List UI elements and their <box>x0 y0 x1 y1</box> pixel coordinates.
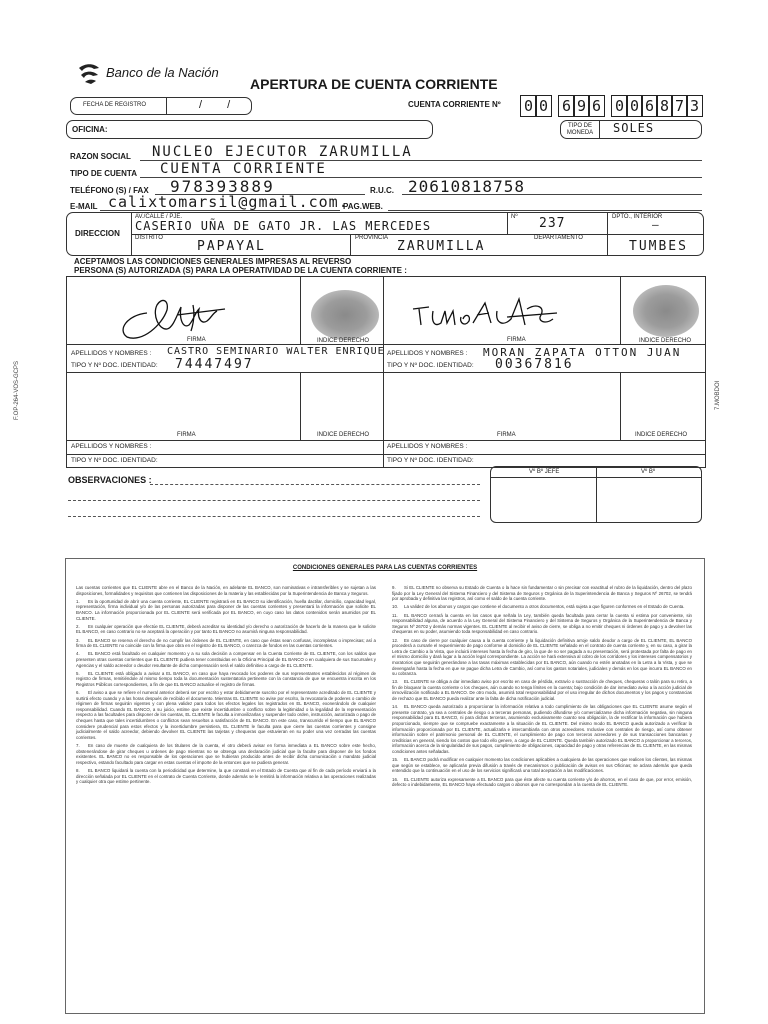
provincia-value: ZARUMILLA <box>397 239 486 254</box>
account-digit: 0 <box>626 95 643 117</box>
terms-clause: 5. EL CLIENTE está obligado a avisar a EL BANCO, en caso que haya revocado los poderes de sus representantes establecidos al régimen de registro de firmas, remitiéndole al mismo tiempo toda la documentación sustentatoria pertinente con la constancia de que se encuentra inscrita en los Registros Públicos correspondientes, a fin de que EL BANCO actualice el registro de firmas. <box>76 670 376 687</box>
dpto-label: DPTO., INTERIOR <box>612 214 663 220</box>
account-digit: 3 <box>686 95 703 117</box>
account-digit: 6 <box>558 95 575 117</box>
terms-clause: 6. El aviso a que se refiere el numeral anterior deberá ser por escrito y estar debidamente suscrito por el representante acreditado de EL CLIENTE y surtirá efecto cuando y a las horas después de recibido el documento. Mientras EL CLIENTE no avise por escrito, la revocatoria de poderes o cambio de régimen de firmas seguirán vigentes y con plena validez para todos los efectos legales los registrados en EL BANCO, exonerándolo de cualquier responsabilidad. Cuando EL BANCO, a su juicio, estime que existe incertidumbre o conflicto sobre la legitimidad o la legalidad de la representación respecto a las facultades para disponer de los cuentas, EL CLIENTE le faculta a inmovilizarlas y suspender todo orden, instrucción, autorizada o pago de cheques hasta que tales incertidumbres o conflictos sean resueltos a satisfacción de EL BANCO. En este caso, transcurrido el tiempo que EL BANCO considere prudencial para estos efectos y la incertidumbre persistiera, EL CLIENTE le faculta para que cierre las cuentas corrientes y consigne judicialmente el saldo acreedor, debiendo devolver EL CLIENTE las tarjetas y chequeras que estuvieran en su poder una vez cerradas las cuentas corrientes. <box>76 690 376 740</box>
tipo-doc-label: TIPO Y Nº DOC. IDENTIDAD: <box>71 362 158 369</box>
telefono-label: TELÉFONO (S) / FAX <box>70 186 149 195</box>
right-form-code: 7.MOBDOI <box>715 380 721 410</box>
cuenta-corriente-number <box>520 95 702 117</box>
direccion-box <box>66 212 704 256</box>
terms-left-column <box>76 585 376 787</box>
signer-1-doc: 74447497 <box>175 357 254 372</box>
telefono-value: 978393889 <box>170 177 275 196</box>
signers-grid <box>66 276 706 468</box>
bank-logo <box>76 62 236 86</box>
fecha-registro-box <box>70 97 252 115</box>
terms-clause: 9. Si EL CLIENTE no observa su Estado de Cuenta o la hace sin fundamentar o sin precisar con exactitud el rubro de la liquidación, dentro del plazo fijado por la Ley General del Sistema Financiero y del Sistema de Seguros y Orgánica de la Superintendencia de Banca y Seguros Nº 26702, se tendrá por aprobada y definitiva las registros, así como el saldo de la cuenta corriente. <box>392 585 692 602</box>
signer-1-name: CASTRO SEMINARIO WALTER ENRIQUE <box>167 346 385 357</box>
terms-clause: 11. EL BANCO cerrará la cuenta en los casos que señala la Ley, también queda facultada para cerrar la cuenta si estima por conveniente, sin responsabilidad alguna, de acuerdo a la Ley General del Sistema Financiero y del Sistema de Seguros y Orgánica de la Superintendencia de Banca y Seguros Nº 26702 y demás normas vigentes. EL CLIENTE al recibir el aviso de cierre, se obliga a no emitir cheques ni órdenes de pago y a devolver las chequeras en su poder, asumiendo toda responsabilidad en caso contrario. <box>392 612 692 635</box>
distrito-value: PAPAYAL <box>197 239 266 254</box>
apellidos-label: APELLIDOS Y NOMBRES : <box>71 350 152 357</box>
direccion-label: DIRECCION <box>75 229 120 238</box>
apellidos-label: APELLIDOS Y NOMBRES : <box>71 443 152 450</box>
tipo-moneda-label: TIPO DE MONEDA <box>566 123 594 136</box>
departamento-value: TUMBES <box>629 239 688 254</box>
apellidos-label: APELLIDOS Y NOMBRES : <box>387 443 468 450</box>
tipo-cuenta-value: CUENTA CORRIENTE <box>160 161 327 177</box>
form-title: APERTURA DE CUENTA CORRIENTE <box>250 76 498 92</box>
account-digit: 6 <box>641 95 658 117</box>
firma-label: FIRMA <box>497 432 516 438</box>
fingerprint-2 <box>633 285 699 337</box>
numero-label: Nº <box>511 214 518 220</box>
terms-clause: 10. La validez de los abonos y cargos que contiene el documento a otros documentos, está sujeta a que figuren conformes en el Estado de Cuenta. <box>392 604 685 610</box>
cuenta-corriente-label: CUENTA CORRIENTE Nº <box>408 100 501 109</box>
departamento-label: DEPARTAMENTO <box>534 235 583 241</box>
fecha-registro-value: / / <box>199 99 231 111</box>
email-value: calixtomarsil@gmail.com. <box>108 193 349 211</box>
tipo-doc-label: TIPO Y Nº DOC. IDENTIDAD: <box>71 457 158 464</box>
oficina-label: OFICINA: <box>72 125 108 134</box>
avcalle-label: AV./CALLE / PJE. <box>135 214 183 220</box>
account-digit: 8 <box>656 95 673 117</box>
account-digit: 0 <box>535 95 552 117</box>
tipo-doc-label: TIPO Y Nº DOC. IDENTIDAD: <box>387 457 474 464</box>
indice-label: INDICE DERECHO <box>635 432 688 438</box>
tipo-cuenta-label: TIPO DE CUENTA <box>70 169 137 178</box>
signer-2-name: MORAN ZAPATA OTTON JUAN <box>483 346 682 359</box>
vb-jefe-label: Vº Bº JEFE <box>529 469 560 475</box>
vb-label: Vº Bº <box>641 469 656 475</box>
terms-clause: 3. EL BANCO se reserva el derecho de no cumplir las órdenes de EL CLIENTE, en caso que éstas sean confusas, incompletas o imprecisas; así a firma de EL CLIENTE no coincide con la firma que obra en el registro de EL BANCO, o carezca de fondos en las cuentas corrientes. <box>76 637 376 649</box>
account-digit: 6 <box>588 95 605 117</box>
ruc-value: 20610818758 <box>408 177 525 196</box>
terms-clause: 15. EL BANCO podrá modificar en cualquier momento las condiciones aplicables a cualquiera de las operaciones que realicen los clientes, las mismas que según se establece, se aplicarán previa difusión a través de mecanismos o publicación de avisos en sus Oficinas; se aclara además que queda entendido que la continuación en el uso de los servicios significará una total aceptación a las modificaciones. <box>392 757 692 774</box>
terms-right-column <box>392 585 692 790</box>
tipo-moneda-box <box>560 120 702 139</box>
indice-label: INDICE DERECHO <box>317 432 370 438</box>
terms-intro: Las cuentas corrientes que EL CLIENTE abre en el Banco de la Nación, en adelante EL BANCO, son nominativas e intransferibles y se sujetan a las disposiciones, formalidades y requisitos que contienen las disposiciones de la materia y las establecidas por la Superintendencia de Banca y Seguros. <box>76 585 376 596</box>
fecha-registro-label: FECHA DE REGISTRO <box>83 102 147 108</box>
signature-2 <box>407 289 577 337</box>
conditions-line-2: PERSONA (S) AUTORIZADA (S) PARA LA OPERATIVIDAD DE LA CUENTA CORRIENTE : <box>74 266 407 275</box>
vistos-box <box>490 466 702 523</box>
tipo-moneda-value: SOLES <box>613 121 655 135</box>
firma-label: FIRMA <box>187 337 206 343</box>
apellidos-label: APELLIDOS Y NOMBRES : <box>387 350 468 357</box>
terms-clause: 13. EL CLIENTE se obliga a dar inmediato aviso por escrito en caso de pérdida, extravío o sustracción de cheques, chequeras o talón para su retiro, a fin de bloquear la cuenta corriente o los cheques, aún cuando no tenga límites en la cuenta; bajo condición de dar inmediato aviso a la acción judicial de inmovilización notificado a EL BANCO. De otro modo, asumirá total responsabilidad por el uso irregular de dichos documentos y los pagos y constancias de rechazo que EL BANCO pueda realizar ante la falta de dicha notificación judicial. <box>392 679 692 702</box>
signer-2-doc: 00367816 <box>495 357 574 372</box>
provincia-label: PROVINCIA <box>355 235 389 241</box>
distrito-label: DISTRITO <box>135 235 163 241</box>
signature-1 <box>107 285 247 343</box>
terms-clause: 2. En cualquier operación que efectúe EL CLIENTE, deberá acreditar su identidad y/o derecho o autorización de hacerlo de la manera que le solicite EL BANCO, en caso contrario no se aceptará la operación y por tanto EL BANCO no asumirá ninguna responsabilidad. <box>76 623 376 635</box>
terms-clause: 7. En caso de muerte de cualquiera de los titulares de la cuenta, el otro deberá avisar en forma inmediata a EL BANCO sobre este hecho, obstenerándose de girar cheques u ordenes de pago mientras no se obtenga una declaración judicial que la faculte para disponer de los fondos existentes. EL BANCO no es responsable de los operaciones que se hubieran producido antes de recibir dicha comunicación o mandato judicial respectivo, estando facultado para cargar en estas cuentas el importe de la entonces que se pudiera generar. <box>76 743 376 765</box>
terms-clause: 16. EL CLIENTE autoriza expresamente a EL BANCO para que éste afecte su cuenta corriente y/o de ahorros, en el caso de que, por error, emisión, defecto o indebidamente, EL BANCO haya efectuado cargos o abonos que no correspondan a la cuenta de EL CLIENTE. <box>392 776 692 788</box>
pagweb-label: PAG.WEB. <box>343 202 383 211</box>
oficina-box <box>66 120 433 139</box>
conditions-line-1: ACEPTAMOS LAS CONDICIONES GENERALES IMPRESAS AL REVERSO <box>74 257 352 266</box>
razon-social-label: RAZON SOCIAL <box>70 152 131 161</box>
terms-title: CONDICIONES GENERALES PARA LAS CUENTAS CORRIENTES <box>292 565 478 571</box>
left-form-code: F.OP-264-VOS-GCPS <box>14 360 20 420</box>
fingerprint-1 <box>311 290 379 340</box>
indice-label: INDICE DERECHO <box>317 338 370 344</box>
terms-clause: 12. En caso de cierre por cualquier causa a la cuenta corriente y la liquidación definitiva arroje saldo deudor a cargo de EL CLIENTE, EL BANCO procederá a cursarle el requerimiento de pago conforme al domicilio de EL CLIENTE señalado en el contrato de cuenta corriente y, en su caso, a girar la Letra de Cambio a la Vista, que incluirá intereses hasta la fecha de giro, la que de no ser pagada a su presentación, será protestada por falta de pago en el mismo domicilio y dará lugar a la acción legal correspondiente. La acción se hará extensiva al cobro de los corridores y los intereses compensatorios y moratorios que seguirán generándose a las tasas máximas establecidas por EL BANCO, aún cuando no estén anotadas en la Letra a la Vista, y que se devengarán hasta la fecha en que se pague dicha Letra de Cambio, así como los gastos notariales, judiciales y demás en los que incurra EL BANCO en su cobranza. <box>392 637 692 677</box>
bank-name: Banco de la Nación <box>106 65 219 80</box>
razon-social-value: NUCLEO EJECUTOR ZARUMILLA <box>152 144 413 160</box>
account-digit: 9 <box>573 95 590 117</box>
indice-label: INDICE DERECHO <box>639 338 692 344</box>
dpto-value: — <box>652 218 660 231</box>
account-digit: 7 <box>671 95 688 117</box>
firma-label: FIRMA <box>507 337 526 343</box>
terms-clause: 8. EL BANCO liquidará la cuenta con la periodicidad que determine, la que constará en el Estado de Cuenta que al fin de cada período enviará a la dirección señalada por EL CLIENTE en el contrato de Cuenta Corriente, donde además se le remitirá la información relativa a las operaciones realizadas y cualquier otra que estime pertinente. <box>76 767 376 785</box>
tipo-doc-label: TIPO Y Nº DOC. IDENTIDAD: <box>387 362 474 369</box>
email-label: E-MAIL <box>70 202 98 211</box>
terms-panel <box>65 558 705 1014</box>
terms-clause: 1. Es la oportunidad de abrir una cuenta corriente, EL CLIENTE registrará en EL BANCO su identificación, huella dactilar, domicilio, capacidad legal, representación, firma individual y/o de las personas autorizadas para disponer de las cuentas corrientes y presentará la información que solicite EL BANCO. La información proporcionada por EL CLIENTE será verificada por EL BANCO, en cuyo caso los datos contenidos serán asumidos por EL CLIENTE. <box>76 598 376 621</box>
bank-logo-mark <box>76 62 102 86</box>
firma-label: FIRMA <box>177 432 196 438</box>
numero-value: 237 <box>539 216 566 231</box>
terms-clause: 4. EL BANCO está facultado en cualquier momento y a su sola decisión a compensar en la Cuenta Corriente de EL CLIENTE, con los saldos que presenten otras cuentas corrientes que EL CLIENTE pudiera tener constituidas en la Oficina Principal de EL BANCO o en cualquiera de sus Sucursales y Agencias y el saldo acreedor o deudor resultante de dicha compensación será el saldo definitivo a cargo de EL CLIENTE. <box>76 651 376 668</box>
account-digit: 0 <box>611 95 628 117</box>
account-digit: 0 <box>520 95 537 117</box>
avcalle-value: CASERIO UÑA DE GATO JR. LAS MERCEDES <box>135 219 432 233</box>
ruc-label: R.U.C. <box>370 186 394 195</box>
observaciones-label: OBSERVACIONES : <box>68 475 152 485</box>
terms-clause: 14. EL BANCO queda autorizado a proporcionar la información relativa a todo cumplimiento de las obligaciones que EL CLIENTE asume según el presente contrato, ya sea a centrales de riesgo o a terceras personas, pudiendo difundirse y/o comercializarse dicha información negativa, sin ninguna responsabilidad para EL BANCO, ni para dichas terceras, asumiendo exclusivamente cuanto sea obligación, la de rectificar la información que hubiera proporcionado, siempre que se compruebe exactamente a la situación de EL CLIENTE. Del mismo modo EL BANCO queda autorizado a verificar la información proporcionada por EL CLIENTE, actualizarla e intercambiarla con otros acreedores. Inclusive con centrales de riesgo, así como obtener información sobre el patrimonio personal de EL CLIENTE, el cumplimiento de pago con terceros acreedores y de sus transacciones bancarias y crediticias en general, siendo los costos que todo ello genere, a cargo de EL CLIENTE. Queda también autorizado EL BANCO a proporcionar a terceros, información acerca de la singularidad de sus pagos, cumplimiento de obligaciones, capacidad de pago y otras referencias de EL CLIENTE, en las mismas condiciones antes señaladas. <box>392 704 692 754</box>
